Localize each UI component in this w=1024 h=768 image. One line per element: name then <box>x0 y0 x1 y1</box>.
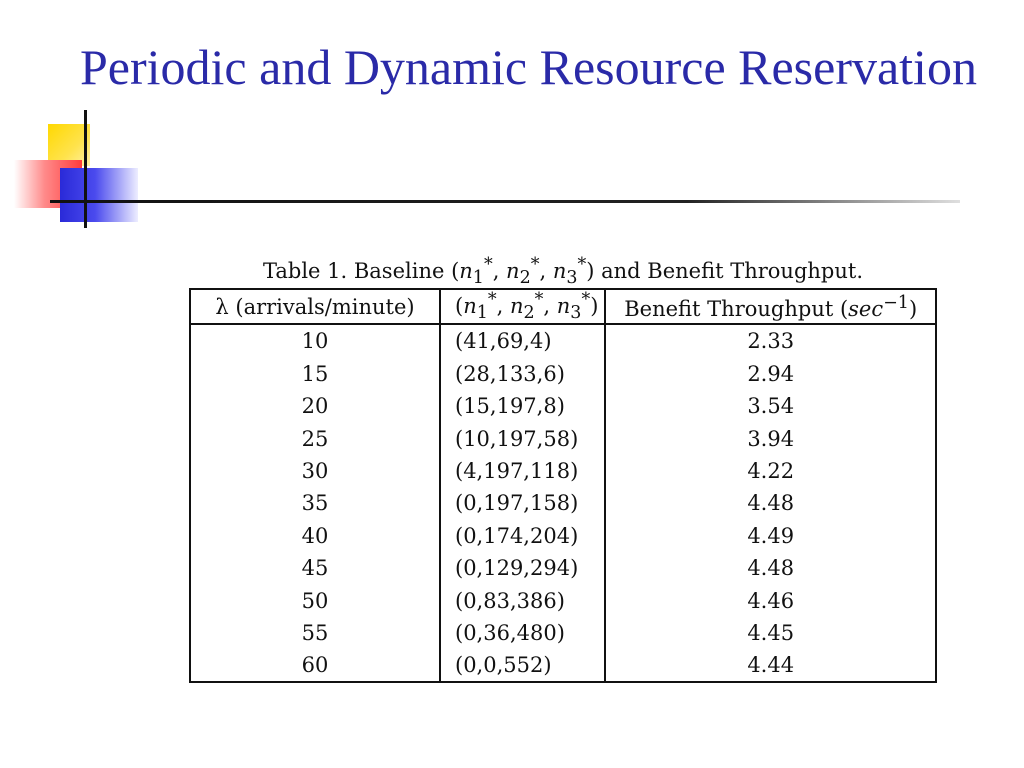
cell-benefit-throughput: 4.22 <box>605 455 936 487</box>
cell-lambda: 20 <box>301 394 329 419</box>
slide-title: Periodic and Dynamic Resource Reservation <box>80 39 977 95</box>
table-row <box>190 552 936 584</box>
cell-n-tuple: (41,69,4) <box>440 324 605 357</box>
results-table <box>189 288 937 683</box>
cell-benefit-throughput: 4.44 <box>605 649 936 682</box>
table-row <box>190 390 936 422</box>
table-row <box>190 487 936 519</box>
table-caption: Table 1. Baseline ($n_1^*$, $n_2^*$, $n_3^*$) and Benefit Throughput. <box>262 255 864 289</box>
cell-n-tuple: (10,197,58) <box>440 422 605 454</box>
cell-lambda: 30 <box>301 458 329 483</box>
cell-lambda: 55 <box>301 620 329 645</box>
cell-lambda: 15 <box>301 361 329 386</box>
table-row <box>190 520 936 552</box>
cell-benefit-throughput: 3.54 <box>605 390 936 422</box>
cell-benefit-throughput: 4.49 <box>605 520 936 552</box>
table-header-row <box>190 289 936 324</box>
table-row <box>190 422 936 454</box>
header-lambda: λ (arrivals/minute) <box>190 289 440 324</box>
decorative-blue-bar <box>60 168 138 222</box>
cell-n-tuple: (28,133,6) <box>440 358 605 390</box>
table-row <box>190 455 936 487</box>
cell-n-tuple: (0,174,204) <box>440 520 605 552</box>
cell-benefit-throughput: 3.94 <box>605 422 936 454</box>
cell-benefit-throughput: 2.33 <box>605 324 936 357</box>
cell-lambda: 60 <box>301 653 329 678</box>
cell-lambda: 35 <box>301 491 329 516</box>
cell-lambda: 45 <box>301 556 329 581</box>
table-body <box>190 324 936 682</box>
cell-n-tuple: (0,36,480) <box>440 617 605 649</box>
cell-benefit-throughput: 4.48 <box>605 552 936 584</box>
table-row <box>190 649 936 682</box>
cell-n-tuple: (15,197,8) <box>440 390 605 422</box>
decorative-vertical-rule <box>84 110 87 228</box>
table-row <box>190 358 936 390</box>
cell-benefit-throughput: 4.46 <box>605 584 936 616</box>
title-underline-rule <box>50 200 960 203</box>
cell-benefit-throughput: 2.94 <box>605 358 936 390</box>
cell-n-tuple: (0,83,386) <box>440 584 605 616</box>
cell-n-tuple: (4,197,118) <box>440 455 605 487</box>
table-row <box>190 584 936 616</box>
cell-n-tuple: (0,197,158) <box>440 487 605 519</box>
table-row <box>190 617 936 649</box>
header-benefit-throughput: Benefit Throughput $(\sec^{-1})$ <box>605 289 936 324</box>
cell-lambda: 50 <box>301 588 329 613</box>
cell-lambda: 10 <box>301 329 329 354</box>
cell-benefit-throughput: 4.48 <box>605 487 936 519</box>
cell-n-tuple: (0,129,294) <box>440 552 605 584</box>
table-row <box>190 324 936 357</box>
cell-benefit-throughput: 4.45 <box>605 617 936 649</box>
cell-lambda: 40 <box>301 523 329 548</box>
cell-n-tuple: (0,0,552) <box>440 649 605 682</box>
cell-lambda: 25 <box>301 426 329 451</box>
header-n-tuple: ($n_1^*$, $n_2^*$, $n_3^*$) <box>440 289 605 324</box>
